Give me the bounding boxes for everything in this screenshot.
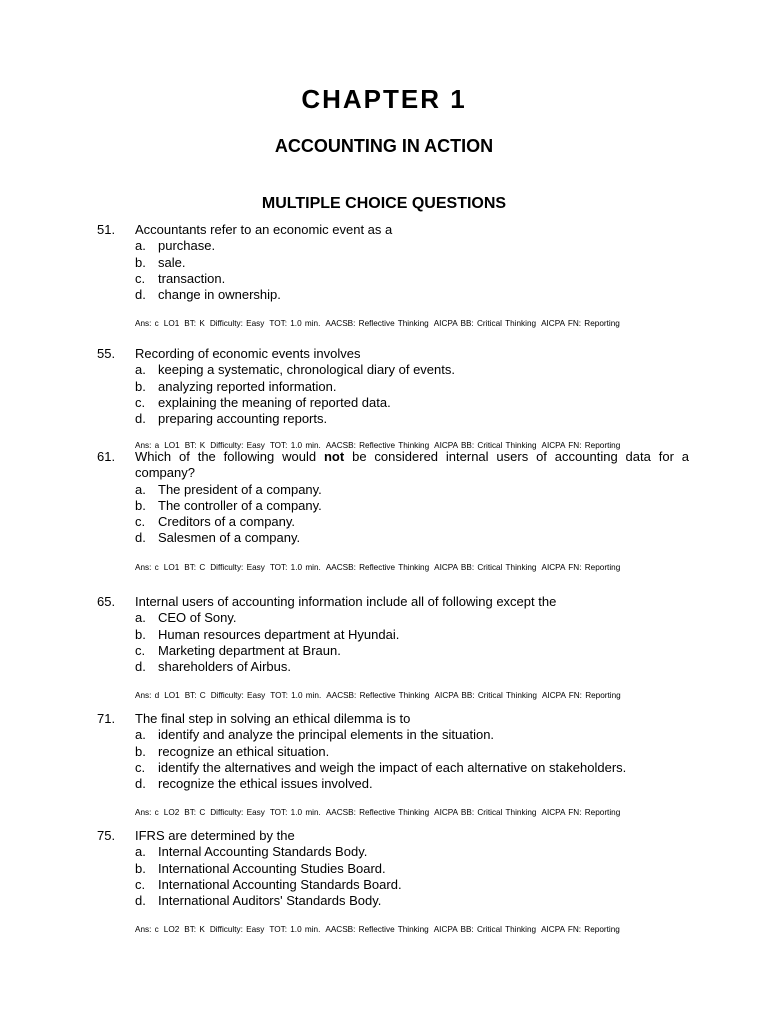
meta-aicpa-bb: AICPA BB: Critical Thinking — [433, 319, 537, 329]
option-letter: a. — [135, 238, 146, 254]
meta-aicpa-bb: AICPA BB: Critical Thinking — [434, 691, 537, 701]
answer-option — [135, 287, 689, 303]
answer-option — [135, 844, 689, 860]
option-text: The controller of a company. — [158, 497, 322, 513]
option-letter: d. — [135, 893, 146, 909]
meta-difficulty: Difficulty: Easy — [210, 691, 266, 701]
meta-aicpa-bb: AICPA BB: Critical Thinking — [434, 562, 537, 572]
question-number: 51. — [97, 222, 116, 237]
answer-option — [135, 861, 689, 877]
option-text: The president of a company. — [158, 481, 322, 497]
meta-aacsb: AACSB: Reflective Thinking — [325, 319, 429, 329]
option-list — [135, 844, 689, 909]
option-letter: c. — [135, 642, 146, 658]
meta-tot: TOT: 1.0 min. — [270, 691, 322, 701]
question-stem — [135, 828, 689, 844]
option-letter: c. — [135, 394, 146, 410]
meta-tot: TOT: 1.0 min. — [269, 562, 321, 572]
chapter-title: CHAPTER 1 — [301, 84, 467, 114]
option-letter: d. — [135, 776, 146, 792]
option-letter: c. — [135, 514, 146, 530]
option-letter: a. — [135, 844, 146, 860]
option-letter: d. — [135, 287, 146, 303]
option-text: Marketing department at Braun. — [158, 642, 341, 658]
meta-aicpa-bb: AICPA BB: Critical Thinking — [434, 441, 537, 451]
option-letter: d. — [135, 530, 146, 546]
meta-bt: BT: C — [184, 691, 206, 701]
option-text: explaining the meaning of reported data. — [158, 394, 391, 410]
meta-tot: TOT: 1.0 min. — [269, 441, 321, 451]
question-block — [97, 346, 689, 455]
meta-ans: Ans: d — [135, 691, 160, 701]
option-text: International Accounting Standards Board. — [158, 876, 402, 892]
meta-aicpa-bb: AICPA BB: Critical Thinking — [434, 808, 537, 818]
meta-difficulty: Difficulty: Easy — [210, 808, 265, 818]
option-letter: b. — [135, 378, 146, 394]
option-text: Human resources department at Hyundai. — [158, 626, 400, 642]
question-number: 55. — [97, 346, 116, 361]
meta-aicpa-fn: AICPA FN: Reporting — [541, 319, 620, 329]
answer-option — [135, 659, 689, 675]
option-list — [135, 610, 689, 675]
answer-option — [135, 379, 689, 395]
meta-difficulty: Difficulty: Easy — [210, 562, 265, 572]
question-block — [97, 449, 689, 576]
option-letter: c. — [135, 270, 146, 286]
answer-option — [135, 610, 689, 626]
answer-option — [135, 498, 689, 514]
meta-aacsb: AACSB: Reflective Thinking — [326, 691, 430, 701]
answer-option — [135, 877, 689, 893]
meta-aicpa-fn: AICPA FN: Reporting — [541, 808, 621, 818]
option-text: purchase. — [158, 238, 216, 254]
meta-lo: LO1 — [164, 441, 180, 451]
option-letter: d. — [135, 659, 146, 675]
meta-tot: TOT: 1.0 min. — [269, 808, 321, 818]
question-number: 65. — [97, 594, 116, 609]
answer-option — [135, 411, 689, 427]
answer-metadata — [135, 922, 689, 938]
answer-option — [135, 893, 689, 909]
option-letter: a. — [135, 727, 146, 743]
option-letter: b. — [135, 626, 146, 642]
stem-text: IFRS are determined by the — [135, 828, 295, 843]
question-block — [97, 222, 689, 333]
option-letter: a. — [135, 481, 146, 497]
stem-text: Recording of economic events involves — [135, 346, 361, 361]
answer-option — [135, 255, 689, 271]
answer-option — [135, 627, 689, 643]
answer-metadata — [135, 805, 689, 821]
question-stem — [135, 594, 689, 610]
option-letter: c. — [135, 759, 146, 775]
question-stem — [135, 711, 689, 727]
option-list — [135, 482, 689, 547]
answer-option — [135, 727, 689, 743]
question-block — [97, 828, 689, 939]
answer-option — [135, 362, 689, 378]
option-list — [135, 727, 689, 792]
meta-aacsb: AACSB: Reflective Thinking — [325, 441, 430, 451]
option-text: keeping a systematic, chronological diary of events. — [158, 362, 455, 378]
meta-aicpa-fn: AICPA FN: Reporting — [541, 691, 621, 701]
chapter-subtitle: ACCOUNTING IN ACTION — [274, 136, 494, 156]
option-text: recognize the ethical issues involved. — [158, 776, 373, 792]
question-number: 71. — [97, 711, 116, 726]
meta-ans: Ans: a — [135, 441, 160, 451]
option-text: CEO of Sony. — [158, 610, 237, 626]
answer-option — [135, 238, 689, 254]
answer-option — [135, 744, 689, 760]
meta-difficulty: Difficulty: Easy — [209, 319, 265, 329]
option-text: Internal Accounting Standards Body. — [158, 844, 368, 860]
stem-text: Which of the following would — [135, 449, 317, 464]
question-number: 75. — [97, 828, 116, 843]
option-text: analyzing reported information. — [158, 378, 337, 394]
answer-option — [135, 643, 689, 659]
option-text: Creditors of a company. — [158, 514, 296, 530]
meta-bt: BT: K — [184, 925, 205, 935]
meta-ans: Ans: c — [135, 925, 159, 935]
option-letter: b. — [135, 743, 146, 759]
option-text: transaction. — [158, 270, 226, 286]
stem-emphasis: not — [323, 449, 345, 464]
option-text: International Auditors' Standards Body. — [158, 893, 382, 909]
meta-lo: LO2 — [163, 925, 180, 935]
meta-bt: BT: K — [184, 319, 205, 329]
meta-ans: Ans: c — [135, 319, 159, 329]
option-letter: d. — [135, 411, 146, 427]
option-text: identify the alternatives and weigh the impact of each alternative on stakeholders. — [158, 759, 627, 775]
meta-tot: TOT: 1.0 min. — [269, 925, 321, 935]
option-letter: a. — [135, 362, 146, 378]
meta-aacsb: AACSB: Reflective Thinking — [325, 562, 430, 572]
stem-text: be considered internal users of accounting data for a company? — [135, 449, 690, 481]
meta-difficulty: Difficulty: Easy — [210, 441, 265, 451]
option-text: shareholders of Airbus. — [158, 659, 291, 675]
option-letter: b. — [135, 497, 146, 513]
question-block — [97, 711, 689, 822]
stem-text: Accountants refer to an economic event as a — [135, 222, 393, 237]
answer-metadata — [135, 688, 689, 704]
meta-bt: BT: C — [184, 808, 206, 818]
option-text: identify and analyze the principal elements in the situation. — [158, 727, 495, 743]
option-text: change in ownership. — [158, 287, 281, 303]
answer-option — [135, 395, 689, 411]
option-text: International Accounting Studies Board. — [158, 860, 386, 876]
answer-option — [135, 514, 689, 530]
question-stem — [135, 346, 689, 362]
meta-aicpa-fn: AICPA FN: Reporting — [541, 562, 621, 572]
meta-difficulty: Difficulty: Easy — [209, 925, 265, 935]
answer-option — [135, 760, 689, 776]
meta-ans: Ans: c — [135, 562, 159, 572]
meta-lo: LO1 — [163, 562, 180, 572]
meta-lo: LO2 — [163, 808, 180, 818]
option-text: sale. — [158, 254, 186, 270]
option-text: preparing accounting reports. — [158, 411, 328, 427]
meta-aicpa-bb: AICPA BB: Critical Thinking — [433, 925, 537, 935]
meta-lo: LO1 — [163, 319, 180, 329]
answer-option — [135, 271, 689, 287]
meta-aacsb: AACSB: Reflective Thinking — [325, 808, 430, 818]
question-stem — [135, 449, 689, 482]
stem-text: The final step in solving an ethical dilemma is to — [135, 711, 411, 726]
meta-ans: Ans: c — [135, 808, 159, 818]
meta-bt: BT: C — [184, 562, 206, 572]
option-text: recognize an ethical situation. — [158, 743, 330, 759]
option-letter: c. — [135, 876, 146, 892]
answer-option — [135, 776, 689, 792]
option-text: Salesmen of a company. — [158, 530, 301, 546]
option-letter: a. — [135, 610, 146, 626]
answer-metadata — [135, 560, 689, 576]
option-letter: b. — [135, 254, 146, 270]
option-letter: b. — [135, 860, 146, 876]
meta-aacsb: AACSB: Reflective Thinking — [325, 925, 429, 935]
section-title: MULTIPLE CHOICE QUESTIONS — [261, 195, 507, 212]
meta-aicpa-fn: AICPA FN: Reporting — [541, 441, 621, 451]
meta-aicpa-fn: AICPA FN: Reporting — [541, 925, 620, 935]
question-stem — [135, 222, 689, 238]
answer-metadata — [135, 316, 689, 332]
answer-option — [135, 482, 689, 498]
question-block — [97, 594, 689, 705]
stem-text: Internal users of accounting information include all of following except the — [135, 594, 557, 609]
meta-lo: LO1 — [164, 691, 180, 701]
meta-bt: BT: K — [184, 441, 206, 451]
option-list — [135, 362, 689, 427]
meta-tot: TOT: 1.0 min. — [269, 319, 321, 329]
option-list — [135, 238, 689, 303]
question-number: 61. — [97, 449, 116, 464]
answer-option — [135, 530, 689, 546]
